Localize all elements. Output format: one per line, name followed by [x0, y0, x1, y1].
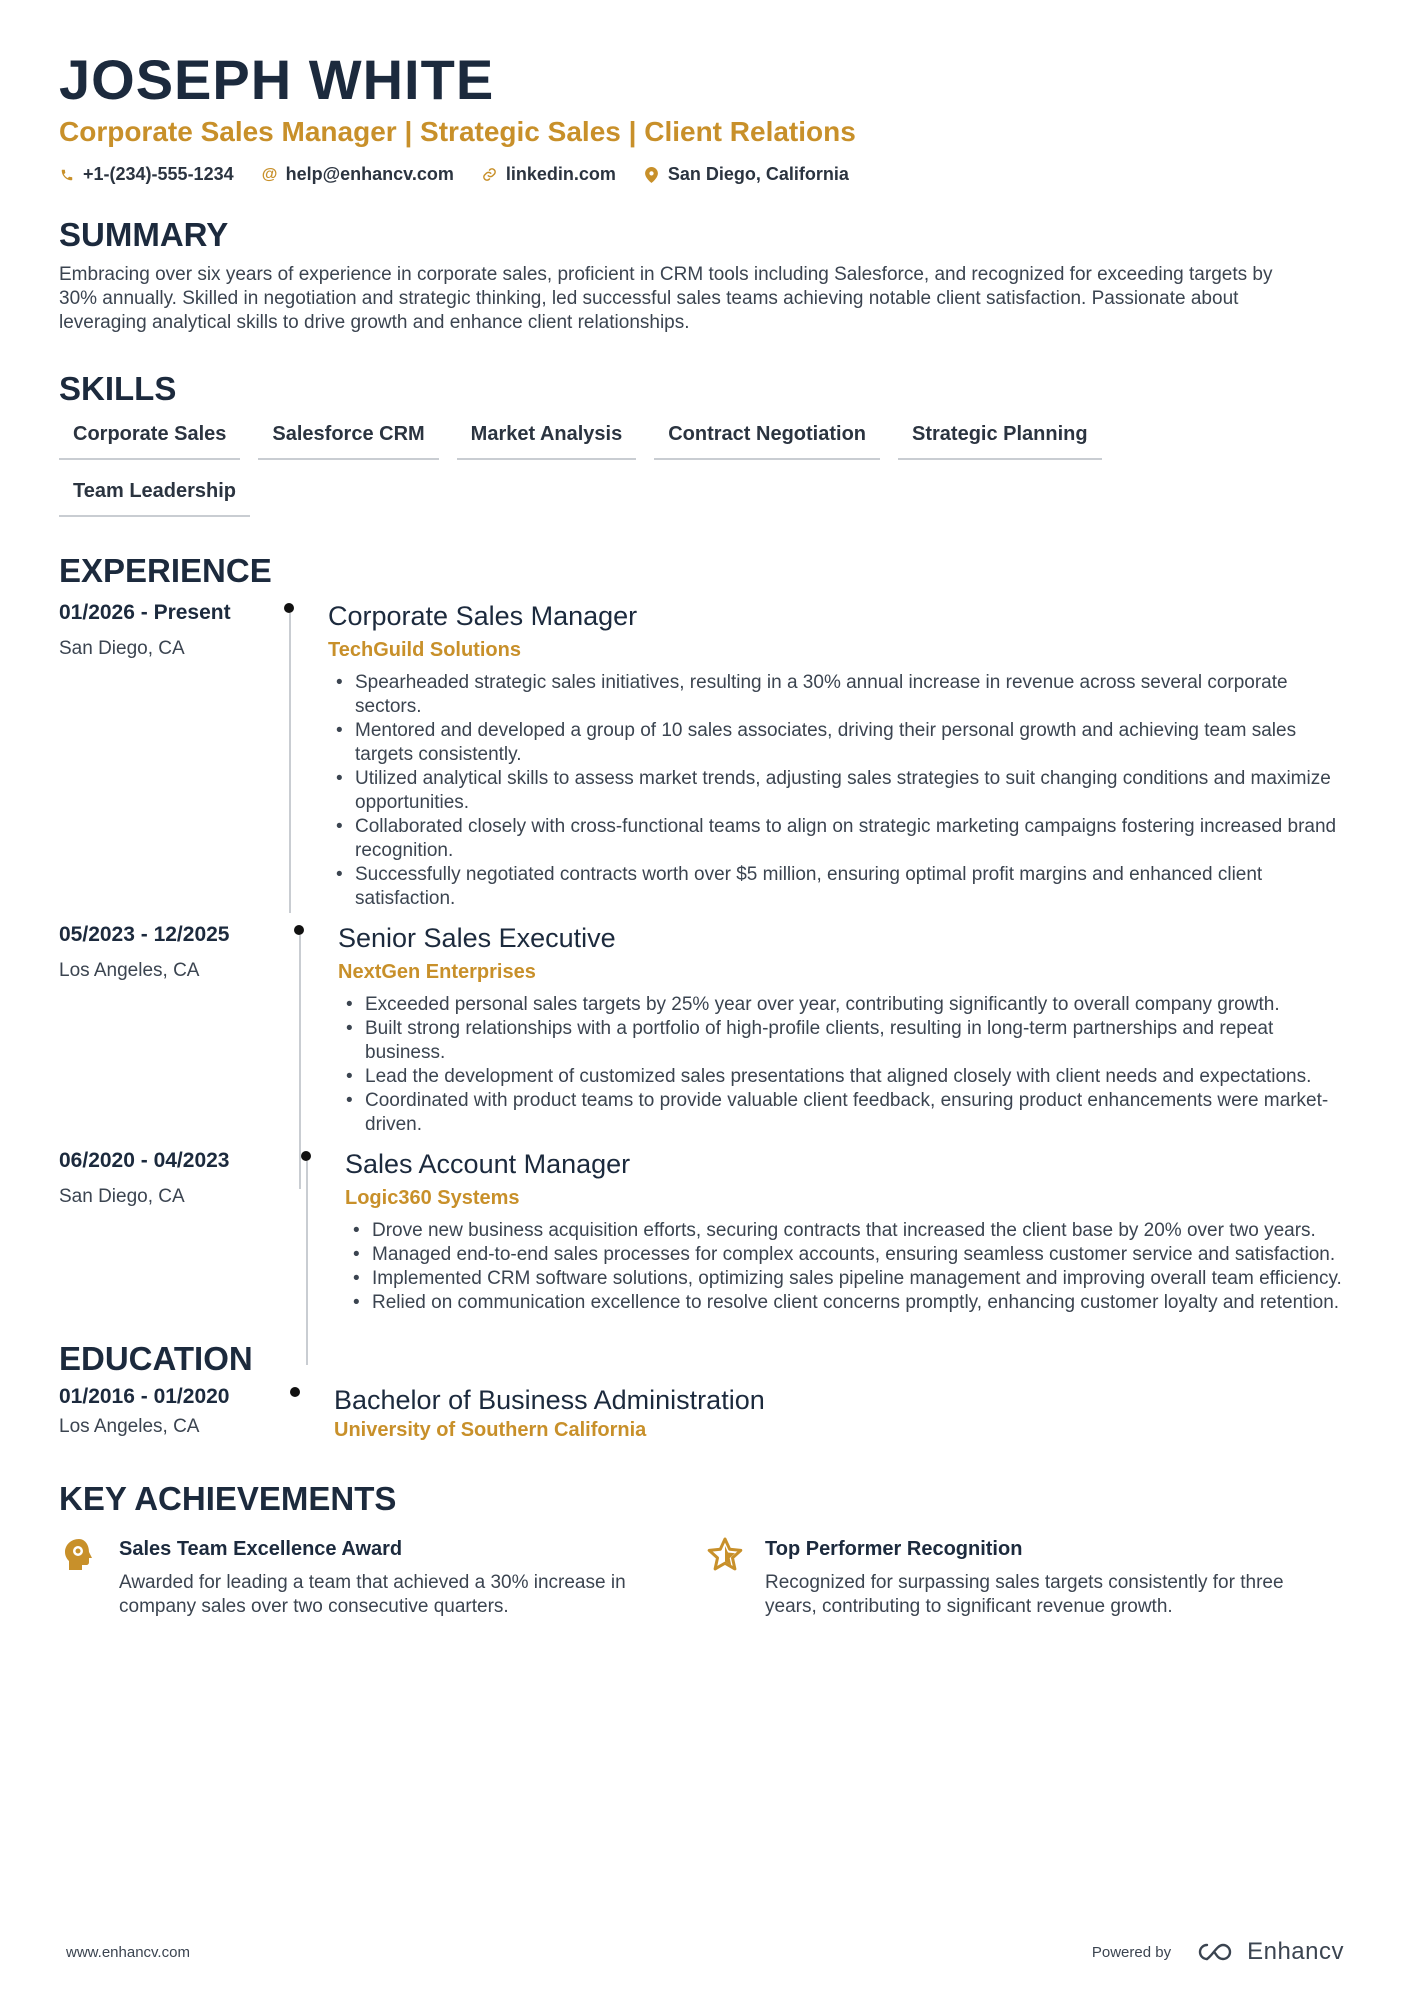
link-icon [482, 167, 498, 182]
head-brain-icon [59, 1535, 99, 1575]
degree-name: Bachelor of Business Administration [334, 1385, 765, 1415]
experience-details [290, 599, 1351, 911]
achievement-title: Top Performer Recognition [765, 1538, 1023, 1560]
school-name: University of Southern California [334, 1419, 647, 1441]
experience-dates: 06/2020 - 04/2023 [59, 1149, 230, 1172]
resume-page [59, 48, 1351, 1619]
experience-dates: 01/2026 - Present [59, 601, 231, 624]
job-bullet: • Mentored and developed a group of 10 sales associates, driving their personal growth and achieving team sales targets consistently. [328, 719, 1351, 767]
powered-by [1092, 1938, 1344, 1966]
skill-tag: Corporate Sales [59, 423, 240, 460]
experience-meta [59, 921, 299, 1137]
experience-dates: 05/2023 - 12/2025 [59, 923, 230, 946]
brand-name: Enhancv [1247, 1938, 1344, 1965]
job-bullet: • Collaborated closely with cross-functional teams to align on strategic marketing campaigns fostering increased brand recognition. [328, 815, 1351, 863]
candidate-name: JOSEPH WHITE [59, 48, 495, 111]
skill-tag: Strategic Planning [898, 423, 1102, 460]
experience-heading: EXPERIENCE [59, 552, 272, 589]
experience-details [300, 921, 1351, 1137]
job-bullet: • Managed end-to-end sales processes for complex accounts, ensuring seamless customer service and satisfaction. [345, 1243, 1351, 1267]
timeline-line [289, 613, 291, 913]
at-icon: @ [261, 165, 278, 183]
contact-phone-text: +1-(234)-555-1234 [83, 164, 234, 184]
phone-icon [59, 168, 75, 182]
company-name: Logic360 Systems [345, 1187, 520, 1209]
enhancv-logo-icon [1193, 1941, 1239, 1963]
company-name: TechGuild Solutions [328, 639, 521, 661]
contact-location [644, 164, 849, 185]
summary-heading: SUMMARY [59, 216, 229, 253]
skill-tag: Salesforce CRM [258, 423, 438, 460]
timeline-dot [294, 925, 304, 935]
education-dates: 01/2016 - 01/2020 [59, 1385, 230, 1408]
experience-location: San Diego, CA [59, 1186, 185, 1207]
achievement-description: Awarded for leading a team that achieved a 30% increase in company sales over two consecutive quarters. [119, 1572, 626, 1617]
contact-bar [59, 164, 1351, 185]
job-title: Corporate Sales Manager [328, 601, 638, 631]
job-title: Senior Sales Executive [338, 923, 616, 953]
contact-location-text: San Diego, California [667, 164, 849, 184]
education-location: Los Angeles, CA [59, 1416, 200, 1437]
skill-tag: Team Leadership [59, 480, 250, 517]
candidate-headline: Corporate Sales Manager | Strategic Sales | Client Relations [59, 116, 856, 147]
job-bullet: • Exceeded personal sales targets by 25% year over year, contributing significantly to overall company growth. [338, 993, 1351, 1017]
contact-phone[interactable] [59, 164, 234, 185]
experience-location: Los Angeles, CA [59, 960, 200, 981]
contact-email[interactable] [262, 164, 454, 185]
star-icon [705, 1535, 745, 1575]
experience-entry [59, 921, 1351, 1137]
education-meta [59, 1383, 295, 1443]
job-bullet: • Spearheaded strategic sales initiatives, resulting in a 30% annual increase in revenue across several corporate sectors. [328, 671, 1351, 719]
achievement-body [119, 1535, 689, 1619]
achievement-item [59, 1535, 705, 1619]
contact-linkedin-text: linkedin.com [505, 164, 616, 184]
skill-tag: Contract Negotiation [654, 423, 880, 460]
experience-details [307, 1147, 1351, 1315]
job-bullet: • Drove new business acquisition efforts, securing contracts that increased the client base by 20% over two years. [345, 1219, 1351, 1243]
education-details [296, 1383, 1351, 1443]
job-bullet: • Lead the development of customized sales presentations that aligned closely with client needs and expectations. [338, 1065, 1351, 1089]
timeline-dot [301, 1151, 311, 1161]
company-name: NextGen Enterprises [338, 961, 536, 983]
achievement-description: Recognized for surpassing sales targets consistently for three years, contributing to significant revenue growth. [765, 1572, 1284, 1617]
footer [66, 1938, 1344, 1966]
job-bullet: • Relied on communication excellence to resolve client concerns promptly, enhancing customer loyalty and retention. [345, 1291, 1351, 1315]
brand-logo[interactable] [1193, 1938, 1344, 1966]
summary-text: Embracing over six years of experience in corporate sales, proficient in CRM tools including Salesforce, and recognized for exceeding targets by 30% annually. Skilled in negotiation and strategic thinking, led successful sales teams achieving notable client satisfaction. Passionate about leveraging analytical skills to drive growth and enhance client relationships. [59, 264, 1273, 333]
education-entry [59, 1383, 1351, 1443]
job-bullet: • Successfully negotiated contracts worth over $5 million, ensuring optimal profit margins and enhanced client satisfaction. [328, 863, 1351, 911]
skills-heading: SKILLS [59, 370, 177, 407]
footer-website-link[interactable]: www.enhancv.com [66, 1943, 190, 1961]
timeline [299, 921, 300, 1137]
timeline-line [306, 1161, 308, 1365]
timeline [306, 1147, 307, 1315]
skills-list [59, 423, 1259, 517]
achievements-list [59, 1535, 1351, 1619]
job-title: Sales Account Manager [345, 1149, 631, 1179]
timeline-dot [284, 603, 294, 613]
job-bullet: • Built strong relationships with a portfolio of high-profile clients, resulting in long-term partnerships and repeat business. [338, 1017, 1351, 1065]
experience-meta [59, 1147, 306, 1315]
job-bullet: • Utilized analytical skills to assess market trends, adjusting sales strategies to suit changing conditions and maximize opportunities. [328, 767, 1351, 815]
achievement-item [705, 1535, 1351, 1619]
timeline-dot [290, 1387, 300, 1397]
contact-email-text: help@enhancv.com [285, 164, 454, 184]
contact-linkedin[interactable] [482, 164, 616, 185]
achievement-body [765, 1535, 1335, 1619]
experience-entry [59, 599, 1351, 911]
timeline [289, 599, 290, 911]
experience-meta [59, 599, 289, 911]
job-bullet: • Coordinated with product teams to provide valuable client feedback, ensuring product enhancements were market-driven. [338, 1089, 1351, 1137]
job-bullets [338, 993, 1351, 1137]
achievement-title: Sales Team Excellence Award [119, 1538, 403, 1560]
timeline [295, 1383, 296, 1443]
location-pin-icon [644, 167, 660, 183]
powered-by-label: Powered by [1091, 1943, 1172, 1961]
education-heading: EDUCATION [59, 1340, 253, 1377]
job-bullet: • Implemented CRM software solutions, optimizing sales pipeline management and improving overall team efficiency. [345, 1267, 1351, 1291]
experience-entry [59, 1147, 1351, 1315]
achievements-heading: KEY ACHIEVEMENTS [59, 1480, 397, 1517]
job-bullets [328, 671, 1351, 911]
experience-location: San Diego, CA [59, 638, 185, 659]
job-bullets [345, 1219, 1351, 1315]
skill-tag: Market Analysis [457, 423, 637, 460]
